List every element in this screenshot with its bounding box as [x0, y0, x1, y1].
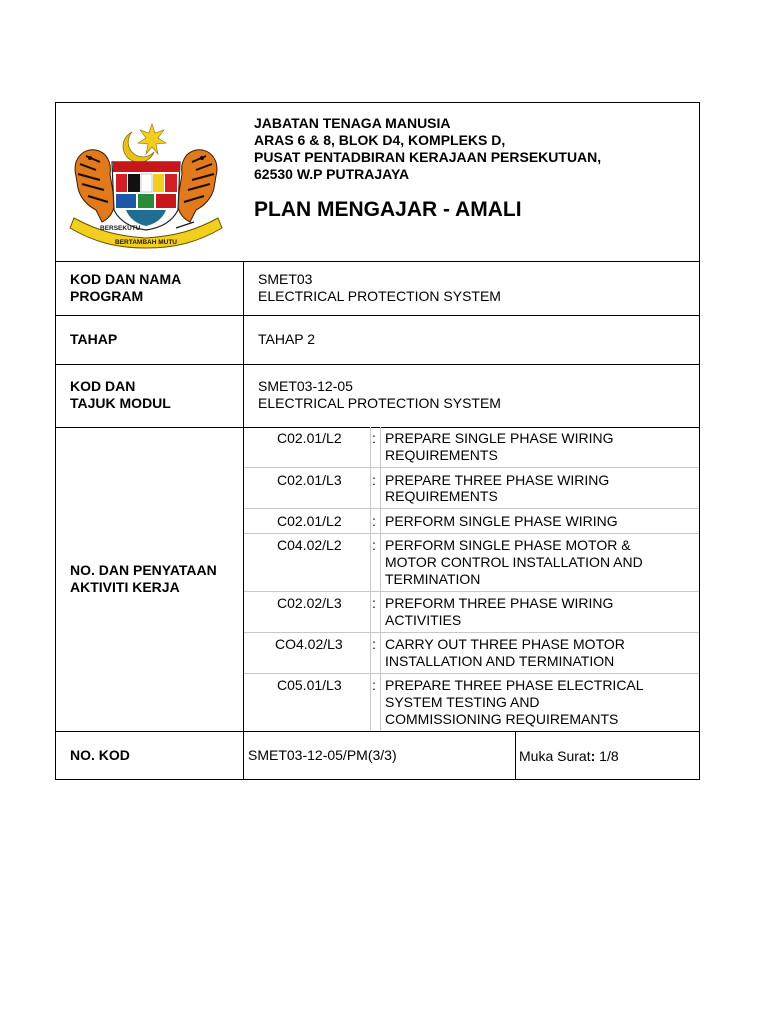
activity-row-divider [244, 533, 699, 534]
activity-text-line: SYSTEM TESTING AND [385, 694, 540, 710]
activity-text-line: TERMINATION [385, 571, 481, 587]
footer-code-value: SMET03-12-05/PM(3/3) [248, 747, 397, 763]
agency-line-1: JABATAN TENAGA MANUSIA [254, 115, 451, 131]
activity-row-divider [244, 632, 699, 633]
activity-text-line: PREPARE THREE PHASE WIRING [385, 472, 610, 488]
modul-label-line-2: TAJUK MODUL [70, 395, 171, 411]
row-divider [55, 261, 700, 262]
modul-label-line-1: KOD DAN [70, 378, 136, 394]
activity-text-line: PREFORM THREE PHASE WIRING [385, 595, 614, 611]
activity-code: CO4.02/L3 [275, 636, 343, 652]
row-divider [55, 364, 700, 365]
activity-text-line: REQUIREMENTS [385, 447, 498, 463]
column-divider [243, 261, 244, 780]
agency-line-3: PUSAT PENTADBIRAN KERAJAAN PERSEKUTUAN, [254, 149, 602, 165]
modul-code: SMET03-12-05 [258, 378, 353, 394]
program-code: SMET03 [258, 271, 313, 287]
activity-separator: : [372, 677, 376, 693]
page-label: Muka Surat [519, 748, 591, 764]
activities-label-line-1: NO. DAN PENYATAAN [70, 562, 217, 578]
activity-code: C05.01/L3 [277, 677, 342, 693]
activity-code: C02.01/L3 [277, 472, 342, 488]
activity-code: C02.02/L3 [277, 595, 342, 611]
activity-text-line: INSTALLATION AND TERMINATION [385, 653, 615, 669]
page-value: 1/8 [599, 748, 619, 764]
activity-code: C02.01/L2 [277, 430, 342, 446]
page-number [519, 748, 619, 765]
footer-code-label: NO. KOD [70, 747, 130, 763]
activity-row-divider [244, 591, 699, 592]
row-divider [55, 427, 700, 428]
page-colon: : [590, 748, 596, 764]
tahap-value: TAHAP 2 [258, 331, 316, 347]
program-label-line-1: KOD DAN NAMA [70, 271, 182, 287]
activity-separator: : [372, 595, 376, 611]
activity-text-line: COMMISSIONING REQUIREMANTS [385, 711, 619, 727]
seal-ribbon-left: BERSEKUTU [100, 225, 141, 232]
agency-line-2: ARAS 6 & 8, BLOK D4, KOMPLEKS D, [254, 132, 506, 148]
activity-row-divider [244, 508, 699, 509]
activities-label-line-2: AKTIVITI KERJA [70, 579, 180, 595]
agency-line-4: 62530 W.P PUTRAJAYA [254, 166, 410, 182]
activity-separator: : [372, 513, 376, 529]
program-label-line-2: PROGRAM [70, 288, 144, 304]
row-divider [55, 315, 700, 316]
activity-text-line: PREPARE THREE PHASE ELECTRICAL [385, 677, 644, 693]
activity-separator: : [372, 472, 376, 488]
tahap-label: TAHAP [70, 331, 118, 347]
activity-code: C04.02/L2 [277, 537, 342, 553]
activity-row-divider [244, 467, 699, 468]
activity-row-divider [244, 673, 699, 674]
activity-column-divider [380, 427, 381, 731]
activity-text-line: CARRY OUT THREE PHASE MOTOR [385, 636, 625, 652]
activity-separator: : [372, 537, 376, 553]
activity-text-line: PERFORM SINGLE PHASE MOTOR & [385, 537, 631, 553]
activity-text-line: MOTOR CONTROL INSTALLATION AND [385, 554, 643, 570]
program-name: ELECTRICAL PROTECTION SYSTEM [258, 288, 501, 304]
activity-code: C02.01/L2 [277, 513, 342, 529]
coat-of-arms-icon [66, 118, 226, 250]
column-divider [515, 731, 516, 780]
activity-column-divider [370, 427, 371, 731]
activity-text-line: PERFORM SINGLE PHASE WIRING [385, 513, 618, 529]
activity-text-line: REQUIREMENTS [385, 488, 498, 504]
seal-ribbon-center: BERTAMBAH MUTU [115, 239, 177, 246]
activity-text-line: ACTIVITIES [385, 612, 462, 628]
row-divider [55, 731, 700, 732]
activity-text-line: PREPARE SINGLE PHASE WIRING [385, 430, 614, 446]
activity-separator: : [372, 636, 376, 652]
document-title: PLAN MENGAJAR - AMALI [254, 198, 522, 221]
activity-separator: : [372, 430, 376, 446]
modul-name: ELECTRICAL PROTECTION SYSTEM [258, 395, 501, 411]
